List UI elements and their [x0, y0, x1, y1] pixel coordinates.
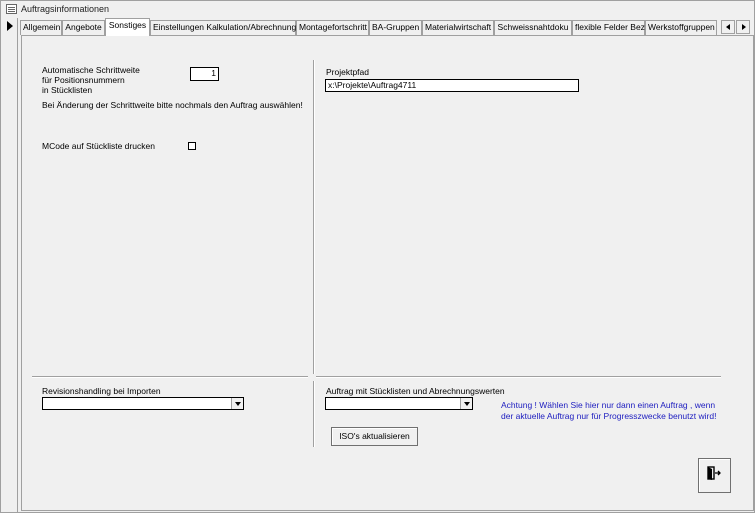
vertical-divider-top [313, 60, 315, 374]
record-selector[interactable] [2, 18, 18, 512]
tab-einstellungen-kalkulation[interactable]: Einstellungen Kalkulation/Abrechnung [150, 20, 296, 35]
tab-ba-gruppen[interactable]: BA-Gruppen [369, 20, 422, 35]
arrow-left-icon [726, 24, 730, 30]
tab-bar [20, 19, 754, 35]
tab-flexible-felder-bez[interactable]: flexible Felder Bez [572, 20, 645, 35]
tab-schweissnahtdoku[interactable]: Schweissnahtdoku [494, 20, 572, 35]
form-icon [6, 4, 17, 14]
tab-materialwirtschaft[interactable]: Materialwirtschaft [422, 20, 494, 35]
iso-update-button[interactable]: ISO's aktualisieren [331, 427, 418, 446]
auftrag-label: Auftrag mit Stücklisten und Abrechnungswerten [326, 386, 505, 396]
revision-combobox[interactable] [42, 397, 244, 410]
mcode-label: MCode auf Stückliste drucken [42, 141, 155, 151]
tab-scroll-right-button[interactable] [736, 20, 750, 34]
warning-text-line1: Achtung ! Wählen Sie hier nur dann einen Auftrag , wenn [501, 400, 716, 410]
tab-page-sonstiges [21, 35, 754, 511]
vertical-divider-bottom [313, 381, 315, 447]
revision-label: Revisionshandling bei Importen [42, 386, 161, 396]
record-pointer-icon [7, 21, 13, 31]
projektpfad-label: Projektpfad [326, 67, 369, 77]
window-title: Auftragsinformationen [21, 4, 110, 14]
tab-allgemein[interactable]: Allgemein [20, 20, 62, 35]
title-bar [1, 1, 754, 17]
step-width-label-line3: in Stücklisten [42, 85, 93, 95]
step-width-input[interactable]: 1 [190, 67, 219, 81]
projektpfad-input[interactable]: x:\Projekte\Auftrag4711 [325, 79, 579, 92]
exit-door-icon [707, 466, 721, 480]
tab-angebote[interactable]: Angebote [62, 20, 105, 35]
step-width-hint: Bei Änderung der Schrittweite bitte nochmals den Auftrag auswählen! [42, 100, 303, 110]
tab-werkstoffgruppen[interactable]: Werkstoffgruppen [645, 20, 717, 35]
auftrag-dropdown-button[interactable] [460, 398, 472, 409]
horizontal-divider-right [316, 376, 721, 378]
mcode-checkbox[interactable] [188, 142, 196, 150]
revision-dropdown-button[interactable] [231, 398, 243, 409]
tab-montagefortschritt[interactable]: Montagefortschritt [296, 20, 369, 35]
step-width-label-line2: für Positionsnummern [42, 75, 125, 85]
auftrag-combobox[interactable] [325, 397, 473, 410]
horizontal-divider-left [32, 376, 308, 378]
step-width-label-line1: Automatische Schrittweite [42, 65, 140, 75]
arrow-right-icon [742, 24, 746, 30]
exit-button[interactable] [698, 458, 731, 493]
tab-sonstiges[interactable]: Sonstiges [105, 18, 150, 36]
warning-text-line2: der aktuelle Auftrag nur für Progresszwecke benutzt wird! [501, 411, 717, 421]
tab-scroll-left-button[interactable] [721, 20, 735, 34]
